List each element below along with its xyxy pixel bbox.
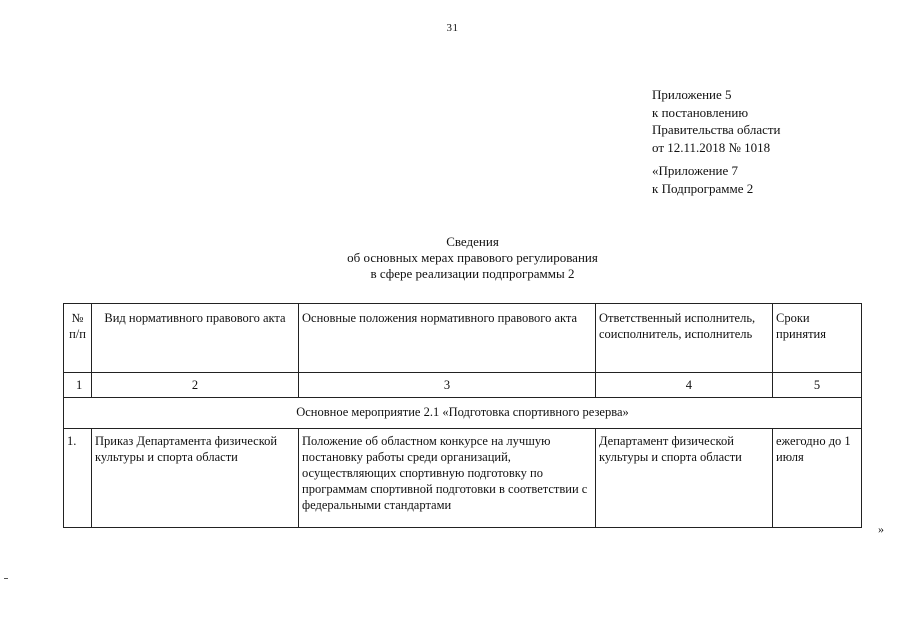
row-responsible: Департамент физической культуры и спорта области [596, 429, 773, 528]
table-row [64, 429, 862, 528]
appendix-line: к постановлению [652, 104, 749, 120]
column-number: 2 [92, 373, 299, 398]
header-cell-deadline: Сроки принятия [773, 304, 862, 373]
column-number: 5 [773, 373, 862, 398]
margin-mark [4, 578, 8, 579]
document-title [300, 234, 645, 282]
title-line: в сфере реализации подпрограммы 2 [370, 266, 575, 281]
column-number-row [64, 373, 862, 398]
appendix-line: от 12.11.2018 № 1018 [652, 139, 771, 155]
section-row [64, 398, 862, 429]
row-act-type: Приказ Департамента физической культуры и спорта области [92, 429, 299, 528]
column-number: 4 [596, 373, 773, 398]
closing-quote: » [878, 522, 884, 536]
title-line: Сведения [446, 234, 499, 249]
column-number: 1 [64, 373, 92, 398]
table-header-row [64, 304, 862, 373]
row-number: 1. [64, 429, 92, 528]
header-cell-act-type: Вид нормативного правового акта [92, 304, 299, 373]
row-deadline: ежегодно до 1 июля [773, 429, 862, 528]
measures-table [63, 303, 862, 528]
column-number: 3 [299, 373, 596, 398]
header-cell-number: № п/п [64, 304, 92, 373]
header-cell-provisions: Основные положения нормативного правового акта [299, 304, 596, 373]
row-provisions: Положение об областном конкурсе на лучшую постановку работы среди организаций, осуществляющих спортивную подготовку по программам спортивной подготовки в соответствии с федеральными стандартами [299, 429, 596, 528]
title-line: об основных мерах правового регулирования [347, 250, 598, 265]
section-title: Основное мероприятие 2.1 «Подготовка спортивного резерва» [64, 398, 862, 429]
appendix-line: к Подпрограмме 2 [652, 180, 754, 196]
appendix-line: Правительства области [652, 122, 781, 137]
header-cell-responsible: Ответственный исполнитель, соисполнитель, исполнитель [596, 304, 773, 373]
appendix-line: Приложение 5 [652, 87, 732, 102]
appendix-line: «Приложение 7 [652, 163, 739, 178]
page-number: 31 [446, 22, 459, 34]
appendix-header [652, 86, 781, 197]
